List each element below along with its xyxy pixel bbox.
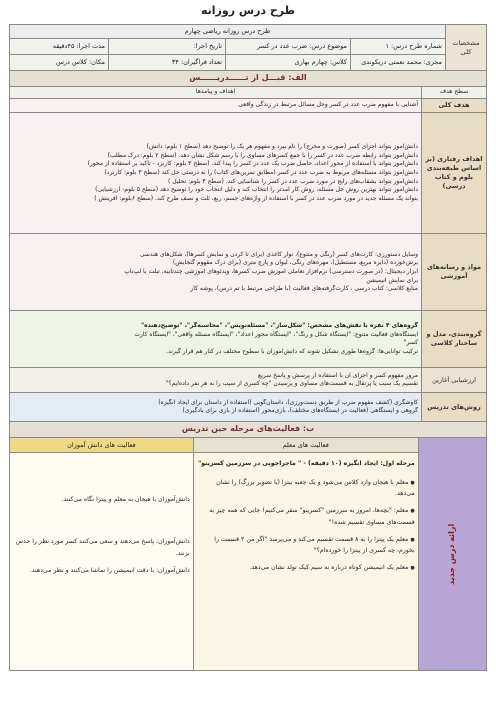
goals-outcomes-header: اهداف و پیامدها [10, 87, 422, 99]
behavioral-goal-item: دانش‌آموز بتواند بهترین روش حل مسئله، روش کار آمدتر را انتخاب کند و دلیل انتخاب خود را توضیح دهد (سطح ۵ بلوم- ارزشیابی) [95, 186, 418, 194]
teacher-name: مجری: محمد نعمتی دریکوندی [351, 55, 446, 71]
grouping-line: ایستگاه‌های فعالیت متنوع: "ایستگاه شکل و رنگ"، "ایستگاه محور اعداد"، "ایستگاه مسئله واقعی"، "ایستگاه کارت [134, 330, 418, 338]
execution-duration: مدت اجرا: ۴۵دقیقه [10, 39, 109, 55]
student-activity-item: دانش‌آموزان: با دقت انیمیشن را تماشا می‌کنند و نظر می‌دهند. [29, 567, 190, 575]
teaching-methods-label: روش‌های تدریس [422, 393, 487, 422]
grouping-label: گروه‌بندی، مدل و ساختار کلاسی [422, 311, 487, 368]
class-name: کلاس: چهارم بهاری [226, 55, 351, 71]
grouping-line: گروه‌های ۴ نفره با نقش‌های مشخص: "شکل‌ساز"، "مسئله‌نویس"، "محاسبه‌گر"، "توضیح‌دهنده" [140, 321, 418, 329]
teacher-activity-item: ● معلم: "بچه‌ها، امروز به سرزمین "کسرینو" سفر می‌کنیم! جایی که همه چیز به قسمت‌های مساوی تقسیم شده!" [197, 505, 415, 527]
lesson-plan-page [9, 4, 487, 671]
student-activity-item: دانش‌آموزان: پاسخ می‌دهند و سعی می‌کنند کسر مورد نظر را حدس بزنند. [15, 537, 190, 557]
behavioral-goal-item: دانش‌آموز بتواند اجزای کسر (صورت و مخرج) را نام ببرد و مفهوم هر یک را توضیح دهد (سطح ۱ بلوم: دانش) [146, 142, 418, 150]
teacher-activities [193, 453, 418, 671]
section-during-teaching: ب: فعالیت‌های مرحله حین تدریس [10, 422, 487, 438]
pre-assessment-line: تقسیم یک سیب یا پرتقال به قسمت‌های مساوی و پرسیدن "چه کسری از سیب را به هر نفر داده‌ایم؟" [165, 380, 418, 388]
general-specs-label: مشخصات کلی [446, 25, 487, 71]
activities-table [9, 437, 487, 671]
student-activity-item: دانش‌آموزان با هیجان به معلم و پیتزا نگاه می‌کنند. [61, 496, 190, 503]
teacher-activity-item: ● معلم یک پیتزا را به ۸ قسمت تقسیم می‌کند و می‌پرسد "اگر من ۲ قسمت را بخورم، چه کسری از پیتزا را خورده‌ام؟" [197, 534, 415, 556]
grouping-list [10, 311, 422, 368]
materials-line: منابع کلاسی: کتاب درسی ، کارت‌گرفته‌های فعالیت (با طراحی مرتبط با تم درس)، پوشه کار [190, 285, 418, 293]
page-title: طرح درس روزانه [200, 4, 296, 17]
teacher-activity-item: ● معلم با هیجان وارد کلاس می‌شود و یک جعبه بیتزا (یا تصویر بزرگ) را نشان می‌دهد. [197, 477, 415, 499]
materials-line: برای نمایش انیمیشن [366, 276, 418, 284]
materials-line: برش‌خورده (دایره مربع، مستطیل)، مهره‌های رنگی، لیوان و پارچ متری (برای درک مفهوم گنجایش) [172, 259, 418, 267]
materials-line: وسایل دستورزی: کارت‌های کسر (رنگی و متنوع)، نوار کاغذی (برای تا کردن و نمایش کسرها)، شکل‌های هندسی [139, 250, 418, 258]
location: مکان: کلاس درس [10, 55, 109, 71]
plan-body-table [9, 86, 487, 438]
behavioral-goal-item: بتواند یک مسئله جدید در مورد ضرب عدد در کسر با استفاده از واژه‌های جسم، ربع، ثلث و نصف طرح کند. (سطح ۶بلوم: آفرینش ) [94, 195, 418, 203]
goal-level-header: سطح هدف [422, 87, 487, 99]
plan-subtitle: طرح درس روزانه ریاضی چهارم [10, 25, 446, 39]
stage-one-title: مرحله اول: ایجاد انگیزه (۱۰ دقیقه) - " ماجراجویی در سرزمین کسرینو" [197, 460, 415, 467]
teaching-methods-list [10, 393, 422, 422]
general-goal-label: هدف کلی [422, 99, 487, 113]
grouping-line: کسر" [403, 339, 418, 347]
lesson-topic: موضوع درس: ضرب عدد در کسر [226, 39, 351, 55]
behavioral-goal-item: دانش‌آموز بتواند بشقاب‌های رایج در مورد ضرب عدد در کسر را شناسایی کند. (سطح ۴ بلوم: تحلیل ) [168, 177, 418, 185]
header-table [9, 24, 487, 87]
behavioral-goals-label: اهداف رفتاری (بر اساس طبقه‌بندی بلوم و کتاب درسی) [422, 113, 487, 234]
stage-new-lesson-label: ارائه درس جدید [418, 438, 486, 671]
materials-line: ابزار دیجیتال: (در صورت دسترسی) نرم‌افزار تعاملی آموزش ضرب کسرها، ویدئوهای آموزشی چندثانیه، تبلت یا لپ‌تاپ [124, 267, 418, 275]
materials-list [10, 234, 422, 311]
teaching-method-line: کاوشگری (کشف مفهوم ضرب از طریق دست‌ورزی)، داستان‌گویی (استفاده از داستان برای ایجاد انگیزه) [158, 398, 418, 406]
teacher-activities-header: فعالیت های معلم [193, 438, 418, 453]
pre-assessment-label: ارزشیابی آغازین [422, 368, 487, 393]
behavioral-goals-list [10, 113, 422, 234]
student-activities [10, 453, 194, 671]
execution-date: تاریخ اجرا: [109, 39, 226, 55]
behavioral-goal-item: دانش‌آموز بتواند با استفاده از محور اعداد، حاصل ضرب یک عدد در کسر را پیدا کند. (سطح ۳ بلوم: کاربرد - تاکید بر استفاده از محور) [87, 160, 418, 168]
teacher-activity-item: ● معلم یک انیمیشن کوتاه درباره نه سیم کیک تولد نشان می‌دهد. [197, 562, 415, 573]
grouping-line: ترکیب توانایی‌ها: گروه‌ها طوری تشکیل شوند که دانش‌آموزان با سطوح مختلف در کنار هم قرار گیرند. [166, 347, 418, 355]
behavioral-goal-item: دانش‌آموز بتواند مسئله‌های مربوط به ضرب عدد در کسر (مطابق تمرین‌های کتاب) را به درستی حل کند (سطح ۳ بلوم: کاربرد) [104, 168, 418, 176]
pre-assessment-line: مرور مفهوم کسر و اجزای آن با استفاده از پرسش و پاسخ سریع [258, 371, 418, 379]
pre-assessment-list [10, 368, 422, 393]
plan-number: شماره طرح درس: ۱ [351, 39, 446, 55]
student-activities-header: فعالیت های دانش آموزان [10, 438, 194, 453]
teaching-method-line: گروهی و ایستگاهی (فعالیت در ایستگاه‌های مختلف)، بازی‌محور (استفاده از بازی برای یادگیری) [182, 407, 418, 415]
behavioral-goal-item: دانش‌آموز بتواند رابطه ضرب عدد در کسر را با جمع کسرهای مساوی را با رسم شکل نشان دهد. (سطح ۲ بلوم: درک مطلب) [107, 151, 418, 159]
section-before-teaching: الف: قبـــل از تــــــدریــــــس [10, 71, 487, 87]
materials-label: مواد و رسانه‌های آموزشی [422, 234, 487, 311]
learner-count: تعداد فراگیران: ۳۴ [109, 55, 226, 71]
general-goal-text: آشنایی با مفهوم ضرب عدد در کسر وحل مسائل مرتبط در زندگی واقعی [10, 99, 422, 113]
